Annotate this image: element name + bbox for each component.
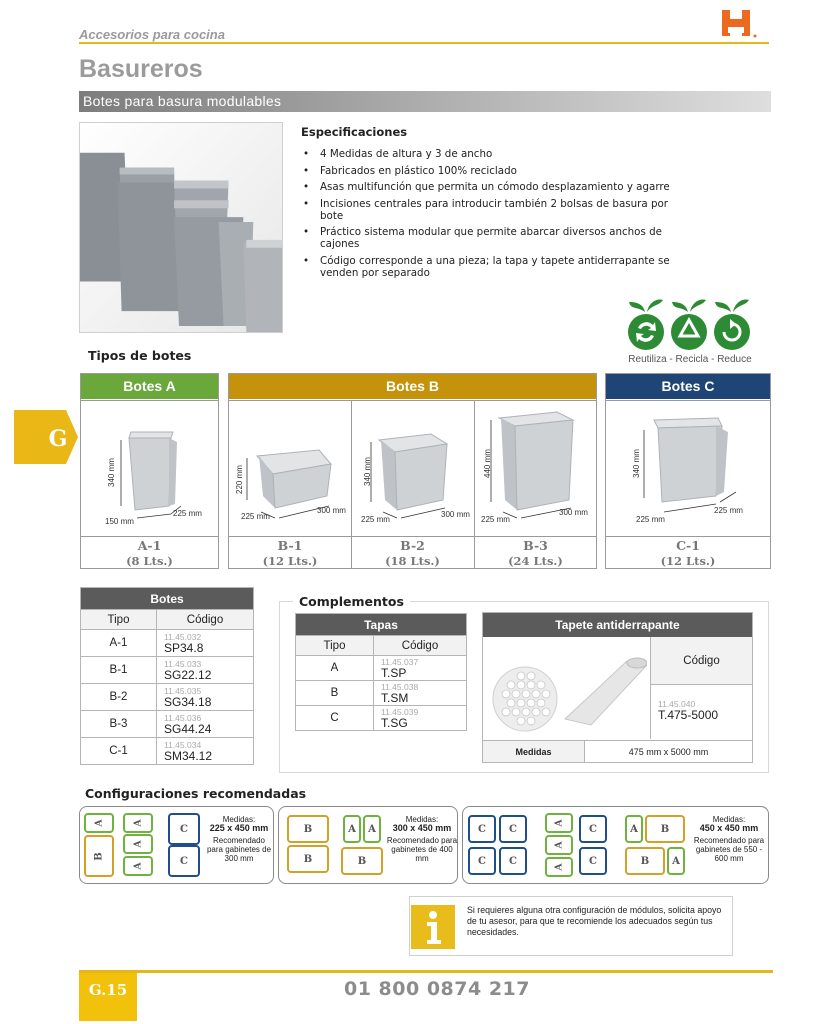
dim-width: 225 mm	[241, 512, 270, 521]
row-code: SG22.12	[164, 668, 212, 682]
mat-panel	[482, 612, 753, 763]
dim-width: 225 mm	[636, 515, 665, 524]
group-c-header: Botes C	[606, 374, 770, 399]
dim-width: 225 mm	[481, 515, 510, 524]
module-c: C	[499, 815, 527, 843]
row-tipo: B-3	[81, 711, 157, 738]
section-label: Accesorios para cocina	[79, 27, 225, 42]
mat-medidas-value: 475 mm x 5000 mm	[628, 747, 709, 757]
spec-item: • Código corresponde a una pieza; la tapa y tapete antiderrapante se venden por separado	[303, 255, 675, 279]
product-capacity: (8 Lts.)	[126, 554, 173, 568]
table-row	[296, 706, 467, 731]
col-tipo: Tipo	[81, 610, 157, 630]
config-medidas: 225 x 450 mm	[209, 823, 269, 833]
module-b: B	[341, 847, 383, 875]
col-tipo: Tipo	[296, 636, 374, 656]
complements-title: Complementos	[293, 594, 410, 609]
reuse-icon	[628, 300, 664, 351]
module-a: A	[545, 813, 573, 833]
config-box-2	[278, 806, 458, 884]
config-medidas: 450 x 450 mm	[699, 823, 759, 833]
module-c: C	[168, 813, 200, 845]
row-tipo: A	[296, 656, 374, 681]
page-title: Basureros	[79, 55, 203, 83]
config-rec: Recomendado para gabinetes de 400 mm	[386, 836, 458, 863]
config-medidas-label: Medidas:	[405, 815, 439, 824]
product-name: B-2	[400, 538, 425, 553]
page-number: G.15	[79, 973, 137, 1021]
module-a: A	[667, 847, 685, 875]
module-c: C	[579, 815, 607, 843]
config-3-text	[689, 815, 769, 863]
spec-item: • 4 Medidas de altura y 3 de ancho	[303, 148, 675, 160]
row-code: SG44.24	[164, 722, 212, 736]
section-tab	[14, 410, 78, 464]
footer-divider	[79, 970, 773, 973]
row-code: T.SP	[381, 666, 407, 680]
module-a: A	[625, 815, 643, 843]
group-b-header: Botes B	[229, 374, 596, 399]
dim-height: 340 mm	[107, 458, 116, 487]
product-photo	[79, 122, 283, 333]
row-tipo: B	[296, 681, 374, 706]
spec-item: • Incisiones centrales para introducir también 2 bolsas de basura por bote	[303, 198, 675, 222]
module-a: A	[343, 815, 361, 843]
dim-width: 150 mm	[105, 517, 134, 526]
bin-b2-drawing	[361, 424, 471, 524]
module-a: A	[123, 856, 153, 876]
product-capacity: (24 Lts.)	[508, 554, 563, 568]
dim-width: 225 mm	[361, 515, 390, 524]
row-ref: 11.45.036	[164, 713, 202, 723]
product-name: B-3	[523, 538, 548, 553]
row-tipo: B-2	[81, 684, 157, 711]
types-title: Tipos de botes	[88, 348, 192, 363]
module-a: A	[545, 835, 573, 855]
table-row	[81, 630, 254, 657]
module-b: B	[84, 835, 114, 877]
product-capacity: (18 Lts.)	[385, 554, 440, 568]
row-ref: 11.45.032	[164, 632, 202, 642]
product-name: A-1	[137, 538, 162, 553]
info-icon	[411, 905, 455, 949]
table-row	[81, 738, 254, 765]
module-c: C	[468, 815, 496, 843]
dim-depth: 300 mm	[441, 510, 470, 519]
table-row	[81, 657, 254, 684]
bins-table	[80, 587, 254, 765]
row-ref: 11.45.034	[164, 740, 202, 750]
dim-depth: 225 mm	[173, 509, 202, 518]
row-ref: 11.45.038	[381, 682, 419, 692]
bins-table-title: Botes	[81, 588, 254, 610]
module-c: C	[579, 847, 607, 875]
dim-height: 340 mm	[632, 449, 641, 478]
row-code: SG34.18	[164, 695, 212, 709]
dim-depth: 300 mm	[317, 506, 346, 515]
row-code: SM34.12	[164, 749, 213, 763]
spec-item: • Práctico sistema modular que permite abarcar diversos anchos de cajones	[303, 226, 675, 250]
row-tipo: C	[296, 706, 374, 731]
dim-depth: 225 mm	[714, 506, 743, 515]
section-tab-letter: G	[48, 426, 68, 452]
table-row	[81, 684, 254, 711]
row-code: SP34.8	[164, 641, 204, 655]
config-medidas: 300 x 450 mm	[392, 823, 452, 833]
mat-title: Tapete antiderrapante	[483, 613, 752, 637]
page-subtitle: Botes para basura modulables	[83, 93, 282, 109]
module-a: A	[363, 815, 381, 843]
module-a: A	[84, 813, 114, 833]
row-ref: 11.45.037	[381, 657, 419, 667]
row-ref: 11.45.033	[164, 659, 202, 669]
row-tipo: B-1	[81, 657, 157, 684]
module-a: A	[123, 813, 153, 833]
lids-table-title: Tapas	[296, 614, 467, 636]
module-b: B	[625, 847, 665, 875]
group-a	[80, 373, 219, 569]
config-box-1	[79, 806, 274, 884]
dim-height: 220 mm	[235, 465, 244, 494]
module-c: C	[499, 847, 527, 875]
row-ref: 11.45.035	[164, 686, 202, 696]
specs-list	[303, 148, 675, 284]
module-c: C	[468, 847, 496, 875]
config-rec: Recomendado para gabinetes de 550 - 600 mm	[693, 836, 765, 863]
config-1-text	[204, 815, 274, 863]
row-ref: 11.45.039	[381, 707, 419, 717]
spec-item: • Asas multifunción que permita un cómodo desplazamiento y agarre	[303, 181, 675, 193]
module-a: A	[545, 857, 573, 877]
spec-item: • Fabricados en plástico 100% reciclado	[303, 165, 675, 177]
group-b	[228, 373, 597, 569]
brand-logo	[720, 8, 758, 42]
recycle-icons	[620, 290, 760, 352]
row-code: T.SM	[381, 691, 409, 705]
info-text: Si requieres alguna otra configuración de módulos, solicita apoyo de tu asesor, para que te recomiende los adecuados según tus necesidades.	[467, 905, 722, 937]
module-c: C	[168, 845, 200, 877]
recycle-icon	[671, 300, 707, 351]
product-capacity: (12 Lts.)	[660, 554, 716, 568]
row-tipo: C-1	[81, 738, 157, 765]
phone-number: 01 800 0874 217	[344, 978, 530, 1000]
mat-col-codigo: Código	[650, 637, 752, 685]
table-row	[296, 681, 467, 706]
col-codigo: Código	[374, 636, 467, 656]
module-b: B	[287, 815, 329, 843]
mat-image	[487, 641, 647, 739]
config-medidas-label: Medidas:	[712, 815, 746, 824]
dim-height: 440 mm	[483, 449, 492, 478]
product-name: C-1	[676, 538, 700, 553]
dim-depth: 300 mm	[559, 508, 588, 517]
row-code: T.SG	[381, 716, 408, 730]
col-codigo: Código	[157, 610, 254, 630]
dim-height: 340 mm	[363, 457, 372, 486]
product-capacity: (12 Lts.)	[262, 554, 318, 568]
reduce-icon	[714, 300, 750, 351]
header-divider	[79, 42, 769, 44]
lids-table	[295, 613, 467, 731]
config-2-text	[385, 815, 459, 863]
module-b: B	[287, 845, 329, 873]
table-row	[81, 711, 254, 738]
mat-medidas-label: Medidas	[483, 741, 585, 762]
mat-ref: 11.45.040	[658, 699, 696, 709]
specs-title: Especificaciones	[301, 125, 408, 139]
product-name: B-1	[277, 538, 303, 553]
config-box-3	[462, 806, 769, 884]
module-a: A	[123, 834, 153, 854]
recycle-caption: Reutiliza - Recicla - Reduce	[628, 354, 752, 365]
row-tipo: A-1	[81, 630, 157, 657]
module-b: B	[645, 815, 685, 843]
config-rec: Recomendado para gabinetes de 300 mm	[206, 836, 272, 863]
config-medidas-label: Medidas:	[222, 815, 256, 824]
group-a-header: Botes A	[81, 374, 218, 399]
table-row	[296, 656, 467, 681]
group-c	[605, 373, 771, 569]
configs-title: Configuraciones recomendadas	[85, 786, 307, 801]
mat-code: T.475-5000	[658, 708, 719, 722]
